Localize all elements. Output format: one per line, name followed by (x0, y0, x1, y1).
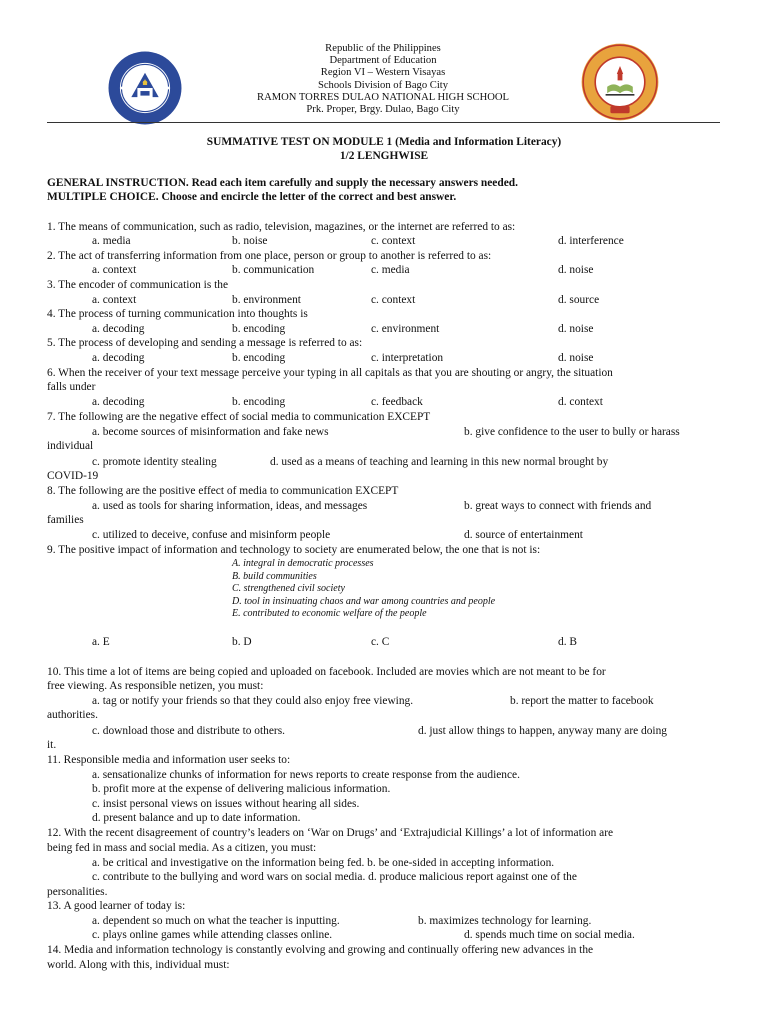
q8-choice-c[interactable]: c. utilized to deceive, confuse and misinform people (92, 529, 331, 541)
header-divider (47, 122, 720, 123)
letterhead-text (200, 43, 566, 116)
q4-choice-a[interactable]: a. decoding (92, 323, 145, 335)
deped-seal-icon (107, 50, 183, 126)
q1-choice-d[interactable]: d. interference (558, 235, 624, 247)
school-seal-icon (580, 42, 660, 122)
q1-choice-b[interactable]: b. noise (232, 235, 268, 247)
q3-choice-d[interactable]: d. source (558, 294, 600, 306)
q3-choice-b[interactable]: b. environment (232, 294, 301, 306)
letterhead-line-address: Prk. Proper, Brgy. Dulao, Bago City (306, 104, 460, 116)
q2-choice-a[interactable]: a. context (92, 264, 137, 276)
q6-choice-b[interactable]: b. encoding (232, 396, 286, 408)
question-11: 11. Responsible media and information user seeks to: (47, 754, 291, 766)
q2-choice-d[interactable]: d. noise (558, 264, 594, 276)
q3-choice-c[interactable]: c. context (371, 294, 416, 306)
q7-choice-b[interactable]: b. give confidence to the user to bully or harass (464, 426, 680, 438)
q3-choice-a[interactable]: a. context (92, 294, 137, 306)
question-1: 1. The means of communication, such as radio, television, magazines, or the internet are referred to as: (47, 221, 516, 233)
letterhead-line-school: RAMON TORRES DULAO NATIONAL HIGH SCHOOL (257, 91, 509, 103)
q10-choice-a[interactable]: a. tag or notify your friends so that they could also enjoy free viewing. (92, 695, 414, 707)
q10-choice-d[interactable]: d. just allow things to happen, anyway many are doing (418, 725, 667, 737)
letterhead (0, 40, 768, 120)
q13-choice-c[interactable]: c. plays online games while attending classes online. (92, 929, 333, 941)
q13-choice-d[interactable]: d. spends much time on social media. (464, 929, 635, 941)
q5-choice-c[interactable]: c. interpretation (371, 352, 444, 364)
letterhead-line-division: Schools Division of Bago City (317, 79, 449, 91)
q12-choices-c-d-cont: personalities. (47, 886, 108, 898)
question-7: 7. The following are the negative effect of social media to communication EXCEPT (47, 411, 431, 423)
q10-choice-b[interactable]: b. report the matter to facebook (510, 695, 654, 707)
q8-choice-d[interactable]: d. source of entertainment (464, 529, 583, 541)
q7-choice-d-cont: COVID-19 (47, 470, 99, 482)
question-14: 14. Media and information technology is constantly evolving and growing and continually offering new advances in the (47, 944, 594, 956)
q9-list-item-c: C. strengthened civil society (232, 583, 345, 594)
q1-choice-c[interactable]: c. context (371, 235, 416, 247)
q4-choice-d[interactable]: d. noise (558, 323, 594, 335)
q11-choice-d[interactable]: d. present balance and up to date information. (92, 812, 301, 824)
q8-choice-b[interactable]: b. great ways to connect with friends and (464, 500, 652, 512)
q7-choice-b-cont: individual (47, 440, 94, 452)
letterhead-line-region: Region VI – Western Visayas (320, 67, 446, 79)
q9-choice-d[interactable]: d. B (558, 636, 577, 648)
question-12: 12. With the recent disagreement of country’s leaders on ‘War on Drugs’ and ‘Extrajudicial Killings’ a lot of information are (47, 827, 614, 839)
q11-choice-a[interactable]: a. sensationalize chunks of information for news reports to create response from the audience. (92, 769, 520, 781)
general-instruction: GENERAL INSTRUCTION. Read each item carefully and supply the necessary answers needed. (47, 177, 518, 189)
question-14-cont: world. Along with this, individual must: (47, 959, 230, 971)
question-2: 2. The act of transferring information from one place, person or group to another is referred to as: (47, 250, 492, 262)
q7-choice-d[interactable]: d. used as a means of teaching and learning in this new normal brought by (270, 456, 609, 468)
q4-choice-b[interactable]: b. encoding (232, 323, 286, 335)
question-12-cont: being fed in mass and social media. As a citizen, you must: (47, 842, 317, 854)
q7-choice-c[interactable]: c. promote identity stealing (92, 456, 217, 468)
q6-choice-d[interactable]: d. context (558, 396, 603, 408)
q9-choice-a[interactable]: a. E (92, 636, 110, 648)
q9-choice-c[interactable]: c. C (371, 636, 390, 648)
q6-choice-c[interactable]: c. feedback (371, 396, 423, 408)
q8-choice-a[interactable]: a. used as tools for sharing information, ideas, and messages (92, 500, 368, 512)
question-4: 4. The process of turning communication into thoughts is (47, 308, 308, 320)
q1-choice-a[interactable]: a. media (92, 235, 131, 247)
test-title: SUMMATIVE TEST ON MODULE 1 (Media and Information Literacy) (206, 136, 562, 148)
q8-choice-b-cont: families (47, 514, 84, 526)
question-13: 13. A good learner of today is: (47, 900, 186, 912)
q2-choice-c[interactable]: c. media (371, 264, 410, 276)
q9-list-item-d: D. tool in insinuating chaos and war among countries and people (232, 596, 496, 607)
q5-choice-d[interactable]: d. noise (558, 352, 594, 364)
letterhead-line-department: Department of Education (329, 55, 437, 67)
multiple-choice-instruction: MULTIPLE CHOICE. Choose and encircle the letter of the correct and best answer. (47, 191, 457, 203)
q12-choices-a-b[interactable]: a. be critical and investigative on the information being fed. b. be one-sided in accepting information. (92, 857, 555, 869)
q5-choice-b[interactable]: b. encoding (232, 352, 286, 364)
q4-choice-c[interactable]: c. environment (371, 323, 440, 335)
q13-choice-a[interactable]: a. dependent so much on what the teacher is inputting. (92, 915, 340, 927)
question-10-cont: free viewing. As responsible netizen, you must: (47, 680, 264, 692)
question-3: 3. The encoder of communication is the (47, 279, 229, 291)
q10-choice-c[interactable]: c. download those and distribute to others. (92, 725, 285, 737)
question-6-cont: falls under (47, 381, 96, 393)
q13-choice-b[interactable]: b. maximizes technology for learning. (418, 915, 592, 927)
q11-choice-b[interactable]: b. profit more at the expense of delivering malicious information. (92, 783, 391, 795)
q7-choice-a[interactable]: a. become sources of misinformation and fake news (92, 426, 329, 438)
q10-choice-b-cont: authorities. (47, 709, 98, 721)
q9-list-item-b: B. build communities (232, 571, 317, 582)
question-6: 6. When the receiver of your text message perceive your typing in all capitals as that you are shouting or angry, the situation (47, 367, 613, 379)
q11-choice-c[interactable]: c. insist personal views on issues without hearing all sides. (92, 798, 360, 810)
q9-choice-b[interactable]: b. D (232, 636, 252, 648)
question-9: 9. The positive impact of information and technology to society are enumerated below, the one that is not is: (47, 544, 541, 556)
q12-choices-c-d[interactable]: c. contribute to the bullying and word wars on social media. d. produce malicious report against one of the (92, 871, 577, 883)
q9-list-item-a: A. integral in democratic processes (232, 558, 374, 569)
q9-list-item-e: E. contributed to economic welfare of the people (232, 608, 427, 619)
q10-choice-d-cont: it. (47, 739, 57, 751)
q6-choice-a[interactable]: a. decoding (92, 396, 145, 408)
question-5: 5. The process of developing and sending a message is referred to as: (47, 337, 363, 349)
question-8: 8. The following are the positive effect of media to communication EXCEPT (47, 485, 399, 497)
question-10: 10. This time a lot of items are being copied and uploaded on facebook. Included are movies which are not meant to be for (47, 666, 606, 678)
q2-choice-b[interactable]: b. communication (232, 264, 315, 276)
letterhead-line-republic: Republic of the Philippines (325, 43, 441, 54)
q5-choice-a[interactable]: a. decoding (92, 352, 145, 364)
test-subtitle: 1/2 LENGHWISE (339, 150, 429, 162)
